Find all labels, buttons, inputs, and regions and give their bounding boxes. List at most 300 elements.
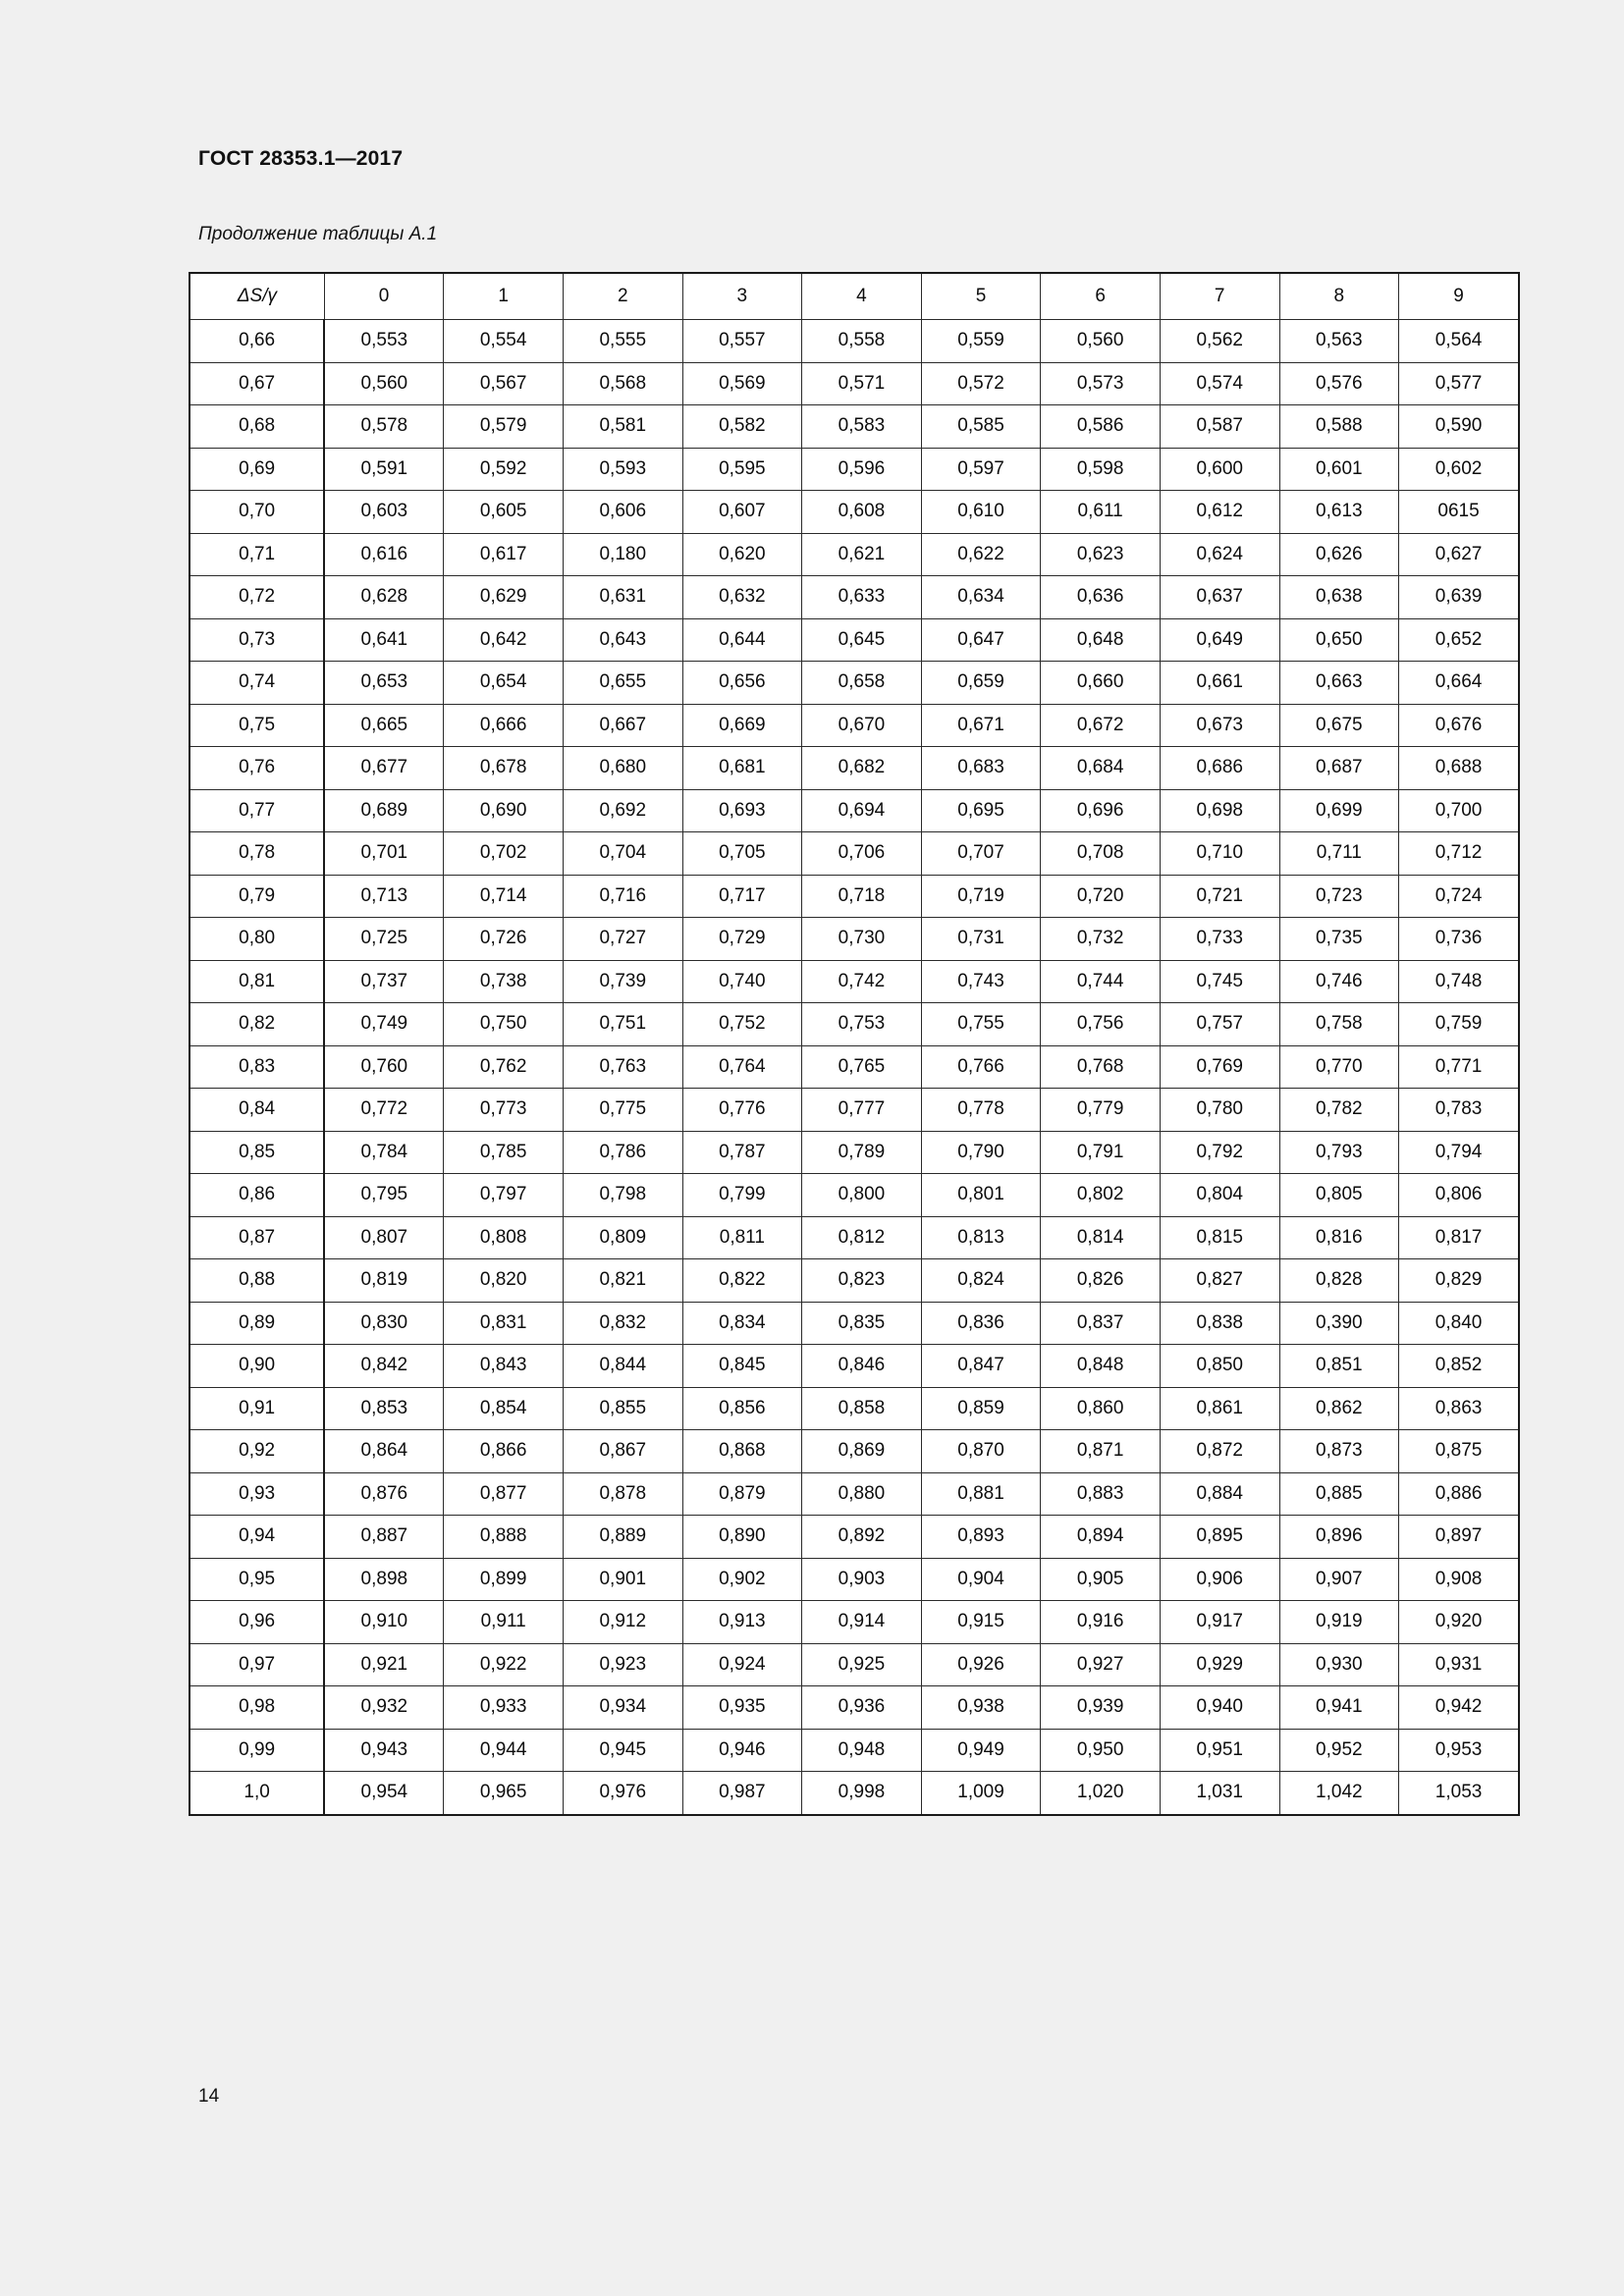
table-column-header: 0 [324, 273, 444, 320]
table-cell: 0,684 [1041, 747, 1161, 790]
table-cell: 0,598 [1041, 448, 1161, 491]
table-row [189, 362, 1519, 405]
table-cell: 1,031 [1160, 1772, 1279, 1815]
table-cell: 0,817 [1399, 1216, 1519, 1259]
table-cell: 0,694 [802, 789, 922, 832]
table-row [189, 1729, 1519, 1772]
table-cell: 0,744 [1041, 960, 1161, 1003]
table-row-label: 0,96 [189, 1601, 324, 1644]
table-cell: 0,950 [1041, 1729, 1161, 1772]
table-cell: 0,631 [563, 576, 682, 619]
table-row [189, 1472, 1519, 1516]
table-cell: 0,578 [324, 405, 444, 449]
table-cell: 0,644 [682, 618, 802, 662]
table-cell: 0,706 [802, 832, 922, 876]
table-row [189, 1259, 1519, 1303]
table-cell: 0,756 [1041, 1003, 1161, 1046]
table-cell: 0,795 [324, 1174, 444, 1217]
table-cell: 0,936 [802, 1686, 922, 1730]
table-cell: 0,727 [563, 918, 682, 961]
table-cell: 1,020 [1041, 1772, 1161, 1815]
table-cell: 0,647 [921, 618, 1041, 662]
table-cell: 0,917 [1160, 1601, 1279, 1644]
table-cell: 0,912 [563, 1601, 682, 1644]
table-cell: 0,965 [444, 1772, 564, 1815]
table-cell: 0,926 [921, 1643, 1041, 1686]
table-cell: 0,787 [682, 1131, 802, 1174]
table-cell: 0,633 [802, 576, 922, 619]
table-row-label: 0,67 [189, 362, 324, 405]
table-cell: 0,887 [324, 1516, 444, 1559]
table-cell: 0,714 [444, 875, 564, 918]
table-cell: 0,687 [1279, 747, 1399, 790]
table-cell: 0,608 [802, 491, 922, 534]
table-cell: 0,933 [444, 1686, 564, 1730]
table-cell: 0,560 [1041, 320, 1161, 363]
table-cell: 0,853 [324, 1387, 444, 1430]
table-cell: 0,689 [324, 789, 444, 832]
table-cell: 0,815 [1160, 1216, 1279, 1259]
table-cell: 0,943 [324, 1729, 444, 1772]
table-row-label: 0,99 [189, 1729, 324, 1772]
table-cell: 0,807 [324, 1216, 444, 1259]
table-cell: 0,886 [1399, 1472, 1519, 1516]
table-cell: 0,763 [563, 1045, 682, 1089]
table-cell: 0,939 [1041, 1686, 1161, 1730]
table-cell: 0,700 [1399, 789, 1519, 832]
table-row [189, 618, 1519, 662]
table-cell: 0,897 [1399, 1516, 1519, 1559]
table-cell: 0,856 [682, 1387, 802, 1430]
table-cell: 0,672 [1041, 704, 1161, 747]
table-cell: 0,698 [1160, 789, 1279, 832]
table-cell: 0,571 [802, 362, 922, 405]
table-cell: 0,951 [1160, 1729, 1279, 1772]
table-cell: 0,889 [563, 1516, 682, 1559]
table-cell: 0,845 [682, 1345, 802, 1388]
table-cell: 0,692 [563, 789, 682, 832]
table-column-header: 8 [1279, 273, 1399, 320]
table-cell: 0,846 [802, 1345, 922, 1388]
table-column-header: 6 [1041, 273, 1161, 320]
table-cell: 0,798 [563, 1174, 682, 1217]
table-cell: 0,612 [1160, 491, 1279, 534]
table-cell: 0,913 [682, 1601, 802, 1644]
table-cell: 0,568 [563, 362, 682, 405]
table-cell: 0,823 [802, 1259, 922, 1303]
table-cell: 0,743 [921, 960, 1041, 1003]
table-cell: 0,574 [1160, 362, 1279, 405]
table-cell: 0,624 [1160, 533, 1279, 576]
table-row-label: 0,80 [189, 918, 324, 961]
table-cell: 0,745 [1160, 960, 1279, 1003]
table-cell: 0,867 [563, 1430, 682, 1473]
table-row [189, 491, 1519, 534]
table-cell: 0,723 [1279, 875, 1399, 918]
table-row-label: 0,72 [189, 576, 324, 619]
table-row-label: 0,90 [189, 1345, 324, 1388]
coefficient-table [189, 272, 1520, 1816]
table-cell: 0,773 [444, 1089, 564, 1132]
table-cell: 0,721 [1160, 875, 1279, 918]
table-cell: 0,805 [1279, 1174, 1399, 1217]
table-cell: 0,693 [682, 789, 802, 832]
table-cell: 0,626 [1279, 533, 1399, 576]
table-cell: 0,749 [324, 1003, 444, 1046]
table-row [189, 320, 1519, 363]
table-cell: 0,837 [1041, 1302, 1161, 1345]
table-cell: 0,681 [682, 747, 802, 790]
table-cell: 0,634 [921, 576, 1041, 619]
table-row-label: 0,82 [189, 1003, 324, 1046]
table-row [189, 1174, 1519, 1217]
table-row-label: 0,91 [189, 1387, 324, 1430]
table-cell: 0,602 [1399, 448, 1519, 491]
table-row [189, 704, 1519, 747]
table-row [189, 576, 1519, 619]
table-row-label: 0,66 [189, 320, 324, 363]
table-cell: 0,836 [921, 1302, 1041, 1345]
table-cell: 0,637 [1160, 576, 1279, 619]
table-cell: 0,907 [1279, 1558, 1399, 1601]
table-cell: 0,603 [324, 491, 444, 534]
table-cell: 0,597 [921, 448, 1041, 491]
table-cell: 0,652 [1399, 618, 1519, 662]
table-cell: 0,881 [921, 1472, 1041, 1516]
table-cell: 1,042 [1279, 1772, 1399, 1815]
table-cell: 0,572 [921, 362, 1041, 405]
table-cell: 0,954 [324, 1772, 444, 1815]
table-row [189, 832, 1519, 876]
page-number: 14 [198, 2086, 220, 2107]
table-cell: 0,934 [563, 1686, 682, 1730]
table-row-label: 0,95 [189, 1558, 324, 1601]
table-cell: 0,595 [682, 448, 802, 491]
table-row-label: 0,81 [189, 960, 324, 1003]
table-cell: 0,180 [563, 533, 682, 576]
table-cell: 0,716 [563, 875, 682, 918]
table-cell: 0,976 [563, 1772, 682, 1815]
table-cell: 0,705 [682, 832, 802, 876]
table-cell: 0,719 [921, 875, 1041, 918]
table-cell: 0,669 [682, 704, 802, 747]
table-cell: 0,789 [802, 1131, 922, 1174]
table-row-label: 0,83 [189, 1045, 324, 1089]
table-cell: 0,953 [1399, 1729, 1519, 1772]
table-cell: 0,782 [1279, 1089, 1399, 1132]
table-cell: 0,770 [1279, 1045, 1399, 1089]
table-row [189, 1772, 1519, 1815]
table-row [189, 533, 1519, 576]
table-row-label: 0,71 [189, 533, 324, 576]
table-cell: 0,656 [682, 662, 802, 705]
table-cell: 0,938 [921, 1686, 1041, 1730]
table-cell: 0,911 [444, 1601, 564, 1644]
table-cell: 0,864 [324, 1430, 444, 1473]
table-column-header: 1 [444, 273, 564, 320]
table-cell: 0,666 [444, 704, 564, 747]
table-cell: 0,582 [682, 405, 802, 449]
table-container [189, 272, 1520, 1816]
table-cell: 0,659 [921, 662, 1041, 705]
table-cell: 0,944 [444, 1729, 564, 1772]
table-cell: 0,785 [444, 1131, 564, 1174]
table-cell: 0,880 [802, 1472, 922, 1516]
table-cell: 0,563 [1279, 320, 1399, 363]
table-cell: 0,560 [324, 362, 444, 405]
table-cell: 0,906 [1160, 1558, 1279, 1601]
table-cell: 0,726 [444, 918, 564, 961]
table-cell: 0,830 [324, 1302, 444, 1345]
table-cell: 0,699 [1279, 789, 1399, 832]
table-cell: 0,645 [802, 618, 922, 662]
table-cell: 0,683 [921, 747, 1041, 790]
table-row-label: 0,93 [189, 1472, 324, 1516]
table-cell: 0,921 [324, 1643, 444, 1686]
table-cell: 0,628 [324, 576, 444, 619]
table-cell: 0,896 [1279, 1516, 1399, 1559]
table-cell: 0,702 [444, 832, 564, 876]
table-row [189, 662, 1519, 705]
table-cell: 0,654 [444, 662, 564, 705]
table-cell: 0,852 [1399, 1345, 1519, 1388]
table-cell: 0,931 [1399, 1643, 1519, 1686]
table-row [189, 1686, 1519, 1730]
table-cell: 0,768 [1041, 1045, 1161, 1089]
table-cell: 0,696 [1041, 789, 1161, 832]
table-cell: 0,713 [324, 875, 444, 918]
table-cell: 0,663 [1279, 662, 1399, 705]
table-cell: 0,779 [1041, 1089, 1161, 1132]
table-row [189, 1601, 1519, 1644]
table-cell: 0,777 [802, 1089, 922, 1132]
table-cell: 0,784 [324, 1131, 444, 1174]
table-row [189, 1516, 1519, 1559]
table-cell: 0,862 [1279, 1387, 1399, 1430]
table-cell: 0,924 [682, 1643, 802, 1686]
table-row [189, 1045, 1519, 1089]
table-row-label: 0,75 [189, 704, 324, 747]
table-cell: 0,593 [563, 448, 682, 491]
table-cell: 0,740 [682, 960, 802, 1003]
table-cell: 0,707 [921, 832, 1041, 876]
table-cell: 0,607 [682, 491, 802, 534]
table-cell: 0,673 [1160, 704, 1279, 747]
table-cell: 0,819 [324, 1259, 444, 1303]
table-cell: 0,760 [324, 1045, 444, 1089]
table-cell: 0,832 [563, 1302, 682, 1345]
table-cell: 0,908 [1399, 1558, 1519, 1601]
table-cell: 0,879 [682, 1472, 802, 1516]
table-column-header: 4 [802, 273, 922, 320]
table-cell: 0,829 [1399, 1259, 1519, 1303]
table-cell: 0,901 [563, 1558, 682, 1601]
table-cell: 0,885 [1279, 1472, 1399, 1516]
table-cell: 0,758 [1279, 1003, 1399, 1046]
table-cell: 0,898 [324, 1558, 444, 1601]
table-header-row [189, 273, 1519, 320]
table-cell: 0,872 [1160, 1430, 1279, 1473]
table-cell: 0,676 [1399, 704, 1519, 747]
table-cell: 0,639 [1399, 576, 1519, 619]
table-cell: 0,905 [1041, 1558, 1161, 1601]
table-cell: 0,718 [802, 875, 922, 918]
table-row-label: 0,69 [189, 448, 324, 491]
table-cell: 0,925 [802, 1643, 922, 1686]
table-row [189, 747, 1519, 790]
table-column-header: 7 [1160, 273, 1279, 320]
table-cell: 0,895 [1160, 1516, 1279, 1559]
table-row [189, 1131, 1519, 1174]
table-cell: 0,736 [1399, 918, 1519, 961]
table-cell: 0,562 [1160, 320, 1279, 363]
table-cell: 0615 [1399, 491, 1519, 534]
table-cell: 0,858 [802, 1387, 922, 1430]
table-cell: 0,930 [1279, 1643, 1399, 1686]
table-cell: 0,860 [1041, 1387, 1161, 1430]
table-row [189, 1643, 1519, 1686]
table-cell: 0,820 [444, 1259, 564, 1303]
table-cell: 0,576 [1279, 362, 1399, 405]
table-cell: 1,009 [921, 1772, 1041, 1815]
table-cell: 0,923 [563, 1643, 682, 1686]
table-cell: 0,920 [1399, 1601, 1519, 1644]
table-cell: 0,390 [1279, 1302, 1399, 1345]
table-row [189, 960, 1519, 1003]
table-cell: 0,851 [1279, 1345, 1399, 1388]
table-cell: 0,998 [802, 1772, 922, 1815]
table-cell: 0,567 [444, 362, 564, 405]
table-row [189, 875, 1519, 918]
table-cell: 0,871 [1041, 1430, 1161, 1473]
table-cell: 0,834 [682, 1302, 802, 1345]
table-cell: 0,746 [1279, 960, 1399, 1003]
table-cell: 0,915 [921, 1601, 1041, 1644]
table-cell: 0,641 [324, 618, 444, 662]
table-cell: 0,783 [1399, 1089, 1519, 1132]
table-cell: 0,831 [444, 1302, 564, 1345]
table-cell: 0,826 [1041, 1259, 1161, 1303]
table-cell: 0,605 [444, 491, 564, 534]
table-cell: 0,786 [563, 1131, 682, 1174]
table-cell: 0,827 [1160, 1259, 1279, 1303]
table-cell: 0,704 [563, 832, 682, 876]
table-corner-label: ΔS/γ [189, 273, 324, 320]
table-cell: 0,621 [802, 533, 922, 576]
table-cell: 0,688 [1399, 747, 1519, 790]
table-cell: 0,821 [563, 1259, 682, 1303]
table-cell: 0,564 [1399, 320, 1519, 363]
table-cell: 0,670 [802, 704, 922, 747]
table-cell: 0,725 [324, 918, 444, 961]
table-cell: 0,554 [444, 320, 564, 363]
table-cell: 0,737 [324, 960, 444, 1003]
table-cell: 0,559 [921, 320, 1041, 363]
table-cell: 0,799 [682, 1174, 802, 1217]
table-cell: 0,555 [563, 320, 682, 363]
table-cell: 0,800 [802, 1174, 922, 1217]
table-cell: 0,733 [1160, 918, 1279, 961]
table-row [189, 1003, 1519, 1046]
table-cell: 0,778 [921, 1089, 1041, 1132]
table-row [189, 1345, 1519, 1388]
table-cell: 0,813 [921, 1216, 1041, 1259]
table-cell: 0,935 [682, 1686, 802, 1730]
table-cell: 0,632 [682, 576, 802, 619]
table-cell: 0,876 [324, 1472, 444, 1516]
table-cell: 0,730 [802, 918, 922, 961]
table-cell: 0,949 [921, 1729, 1041, 1772]
table-cell: 0,596 [802, 448, 922, 491]
table-cell: 0,677 [324, 747, 444, 790]
table-cell: 0,620 [682, 533, 802, 576]
table-cell: 0,835 [802, 1302, 922, 1345]
table-cell: 0,929 [1160, 1643, 1279, 1686]
table-row-label: 0,85 [189, 1131, 324, 1174]
standard-header: ГОСТ 28353.1—2017 [198, 147, 404, 170]
table-cell: 0,636 [1041, 576, 1161, 619]
table-cell: 0,569 [682, 362, 802, 405]
table-cell: 0,592 [444, 448, 564, 491]
table-cell: 0,655 [563, 662, 682, 705]
table-cell: 0,904 [921, 1558, 1041, 1601]
table-cell: 0,601 [1279, 448, 1399, 491]
table-cell: 0,701 [324, 832, 444, 876]
table-cell: 0,622 [921, 533, 1041, 576]
table-cell: 0,610 [921, 491, 1041, 534]
table-row-label: 0,92 [189, 1430, 324, 1473]
table-cell: 0,922 [444, 1643, 564, 1686]
table-cell: 0,910 [324, 1601, 444, 1644]
table-row-label: 0,87 [189, 1216, 324, 1259]
table-cell: 0,828 [1279, 1259, 1399, 1303]
table-cell: 0,717 [682, 875, 802, 918]
table-cell: 0,942 [1399, 1686, 1519, 1730]
table-cell: 0,793 [1279, 1131, 1399, 1174]
table-cell: 0,678 [444, 747, 564, 790]
table-cell: 0,873 [1279, 1430, 1399, 1473]
table-cell: 0,772 [324, 1089, 444, 1132]
table-cell: 0,600 [1160, 448, 1279, 491]
table-cell: 0,945 [563, 1729, 682, 1772]
table-row-label: 0,84 [189, 1089, 324, 1132]
table-cell: 0,753 [802, 1003, 922, 1046]
table-cell: 0,581 [563, 405, 682, 449]
table-cell: 0,792 [1160, 1131, 1279, 1174]
table-cell: 0,710 [1160, 832, 1279, 876]
table-cell: 0,806 [1399, 1174, 1519, 1217]
table-cell: 0,814 [1041, 1216, 1161, 1259]
table-cell: 0,890 [682, 1516, 802, 1559]
table-cell: 0,738 [444, 960, 564, 1003]
table-cell: 0,643 [563, 618, 682, 662]
table-column-header: 2 [563, 273, 682, 320]
table-cell: 0,824 [921, 1259, 1041, 1303]
table-cell: 0,680 [563, 747, 682, 790]
table-cell: 0,883 [1041, 1472, 1161, 1516]
table-cell: 0,590 [1399, 405, 1519, 449]
table-cell: 0,848 [1041, 1345, 1161, 1388]
table-cell: 0,642 [444, 618, 564, 662]
table-cell: 0,724 [1399, 875, 1519, 918]
table-cell: 0,708 [1041, 832, 1161, 876]
table-row [189, 1216, 1519, 1259]
table-cell: 0,941 [1279, 1686, 1399, 1730]
table-row-label: 0,94 [189, 1516, 324, 1559]
table-cell: 0,755 [921, 1003, 1041, 1046]
table-row-label: 0,79 [189, 875, 324, 918]
table-row [189, 405, 1519, 449]
